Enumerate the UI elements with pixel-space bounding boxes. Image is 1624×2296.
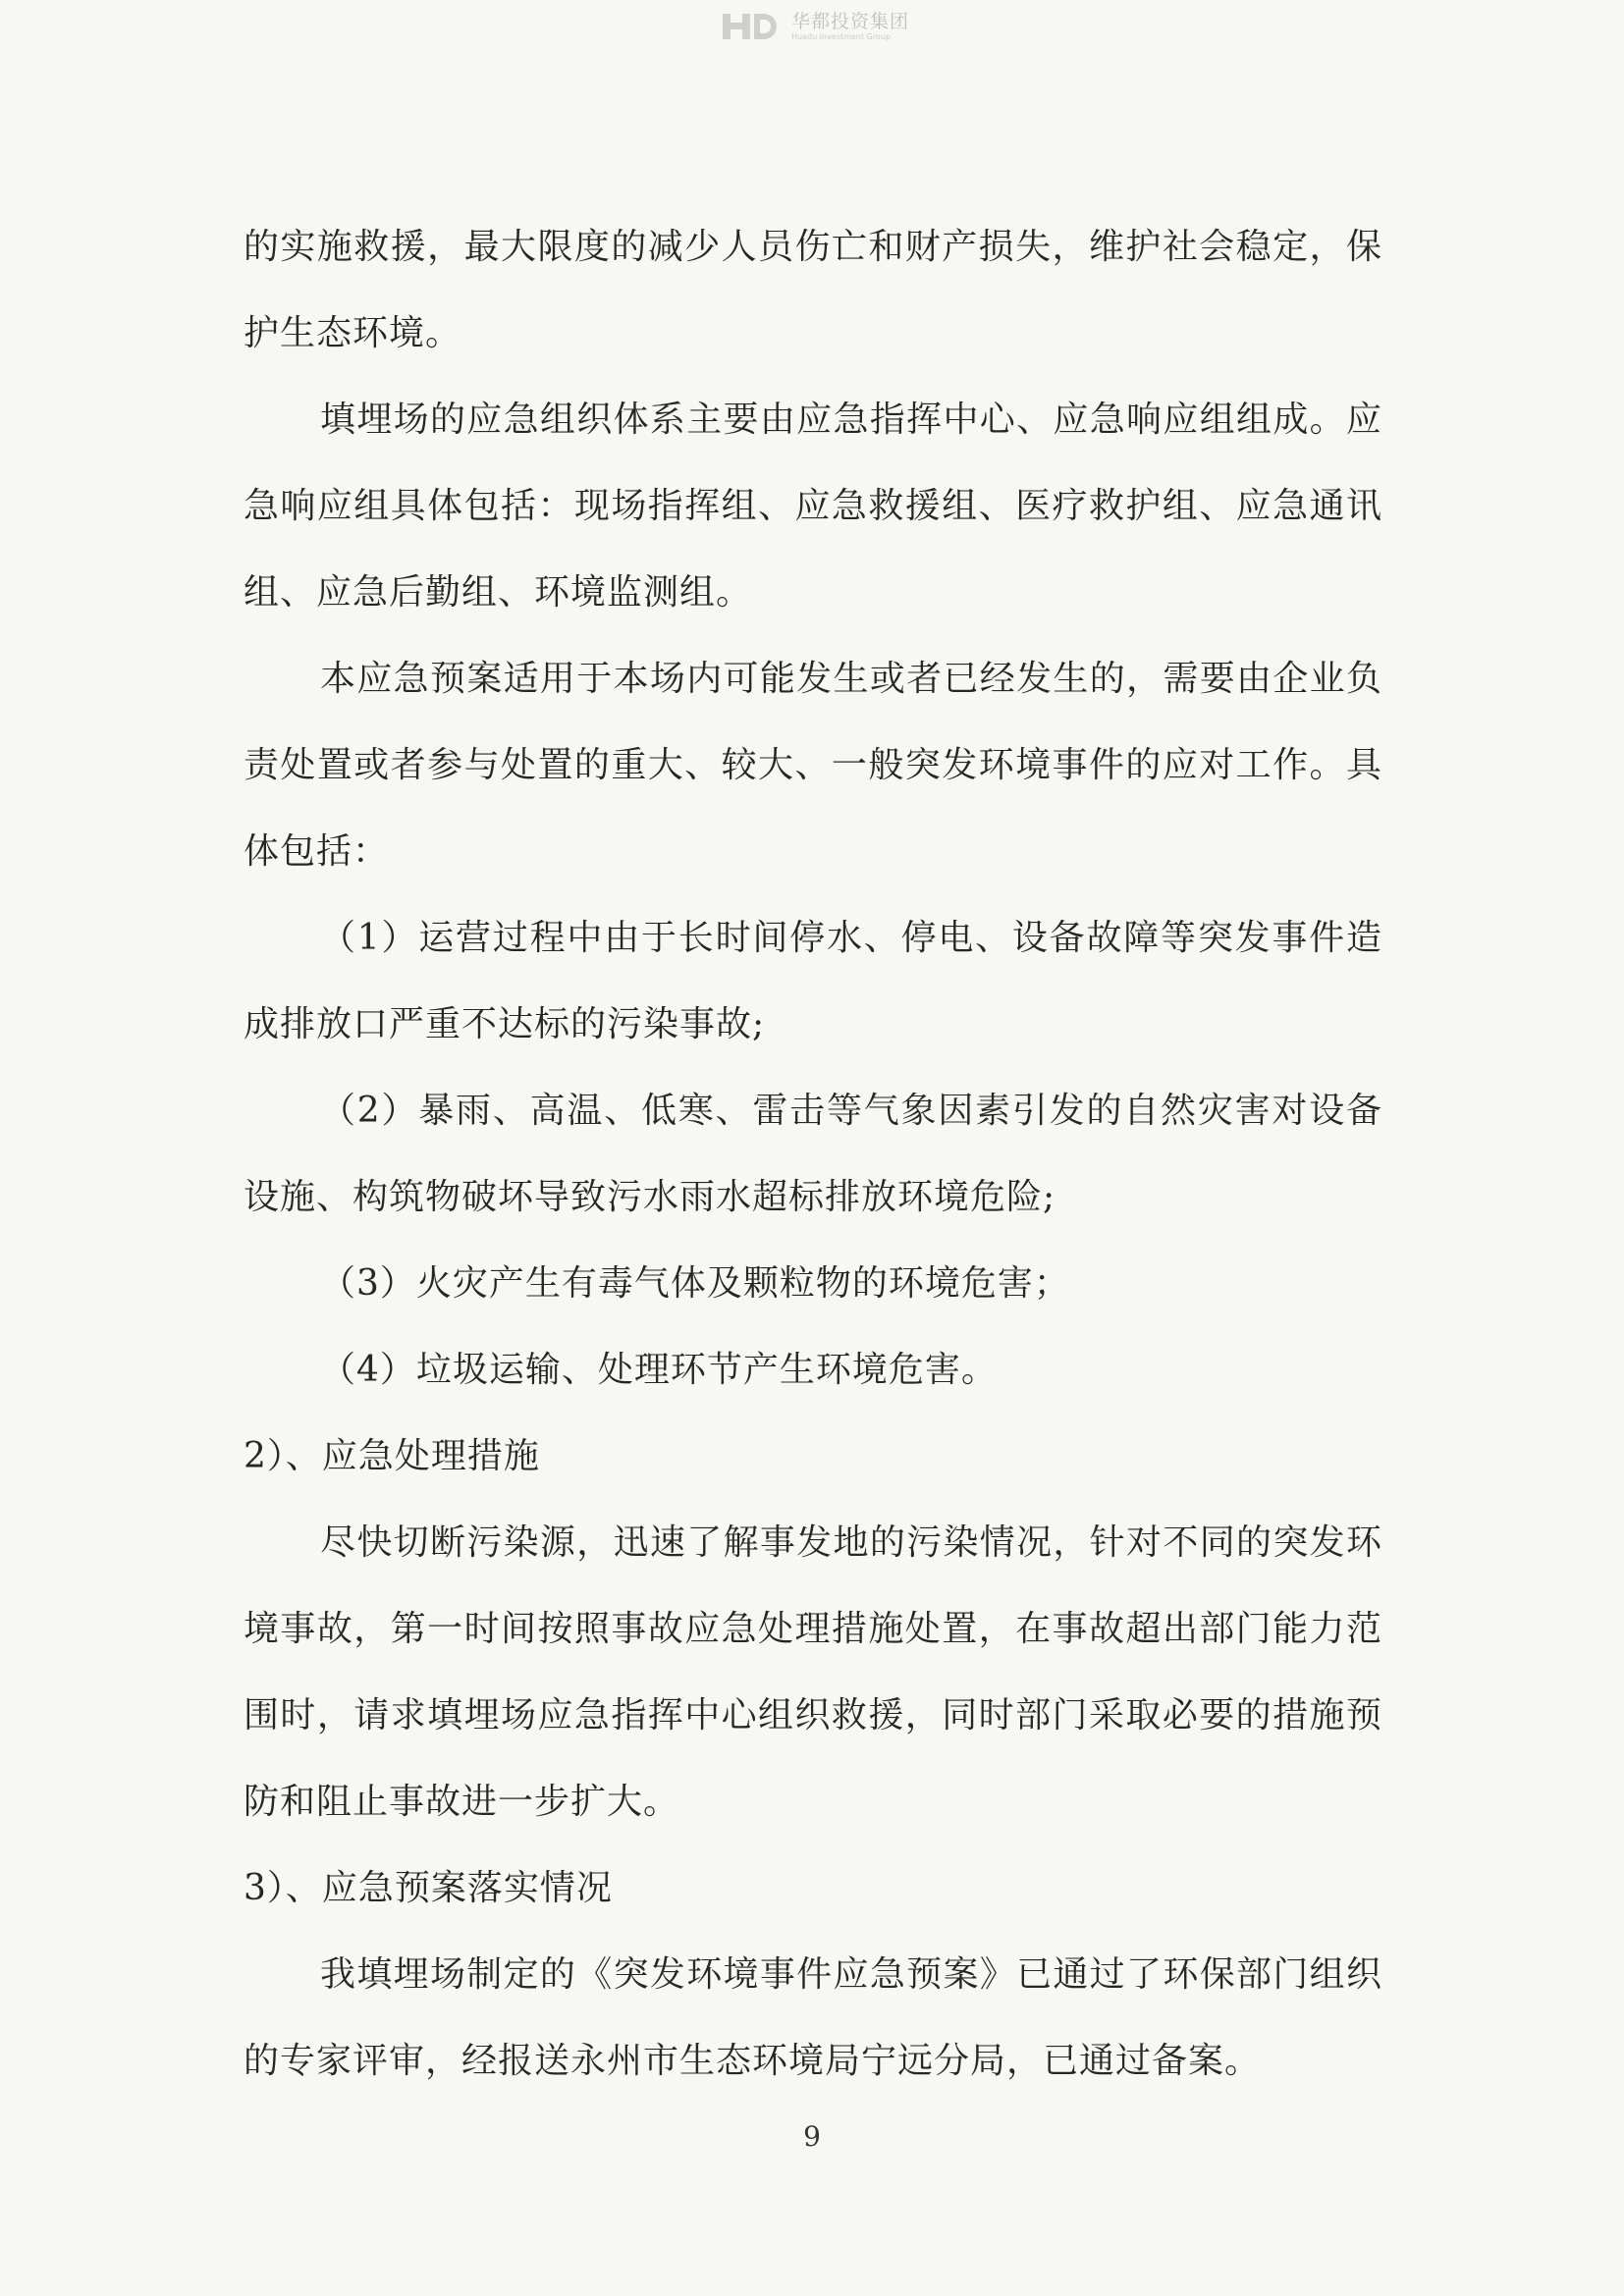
list-item-2: （2）暴雨、高温、低寒、雷击等气象因素引发的自然灾害对设备设施、构筑物破坏导致污水雨水超标排放环境危险; xyxy=(244,1091,1382,1217)
document-body xyxy=(244,204,1382,2105)
logo-text-cn: 华都投资集团 xyxy=(791,11,910,32)
section-heading-plan-implementation: 3）、应急预案落实情况 xyxy=(244,1868,613,1908)
page-number: 9 xyxy=(803,2120,821,2153)
paragraph-implementation: 我填埋场制定的《突发环境事件应急预案》已通过了环保部门组织的专家评审，经报送永州市生态环境局宁远分局，已通过备案。 xyxy=(244,1954,1382,2081)
section-heading-emergency-measures: 2）、应急处理措施 xyxy=(244,1436,540,1476)
list-item-1: （1）运营过程中由于长时间停水、停电、设备故障等突发事件造成排放口严重不达标的污染事故; xyxy=(244,918,1382,1044)
paragraph-organization: 填埋场的应急组织体系主要由应急指挥中心、应急响应组组成。应急响应组具体包括：现场指挥组、应急救援组、医疗救护组、应急通讯组、应急后勤组、环境监测组。 xyxy=(244,400,1382,613)
paragraph-measures: 尽快切断污染源，迅速了解事发地的污染情况，针对不同的突发环境事故，第一时间按照事故应急处理措施处置，在事故超出部门能力范围时，请求填埋场应急指挥中心组织救援，同时部门采取必要的措施预防和阻止事故进一步扩大。 xyxy=(244,1522,1382,1822)
logo-text-en: Huadu Investment Group xyxy=(791,32,891,41)
paragraph-scope: 本应急预案适用于本场内可能发生或者已经发生的，需要由企业负责处置或者参与处置的重大、较大、一般突发环境事件的应对工作。具体包括： xyxy=(244,659,1382,872)
list-item-4: （4）垃圾运输、处理环节产生环境危害。 xyxy=(320,1350,998,1390)
hd-logo-icon xyxy=(723,10,782,43)
company-logo-watermark xyxy=(723,10,909,43)
list-item-3: （3）火灾产生有毒气体及颗粒物的环境危害； xyxy=(320,1263,1070,1304)
paragraph-continuation: 的实施救援，最大限度的减少人员伤亡和财产损失，维护社会稳定，保护生态环境。 xyxy=(244,227,1382,353)
